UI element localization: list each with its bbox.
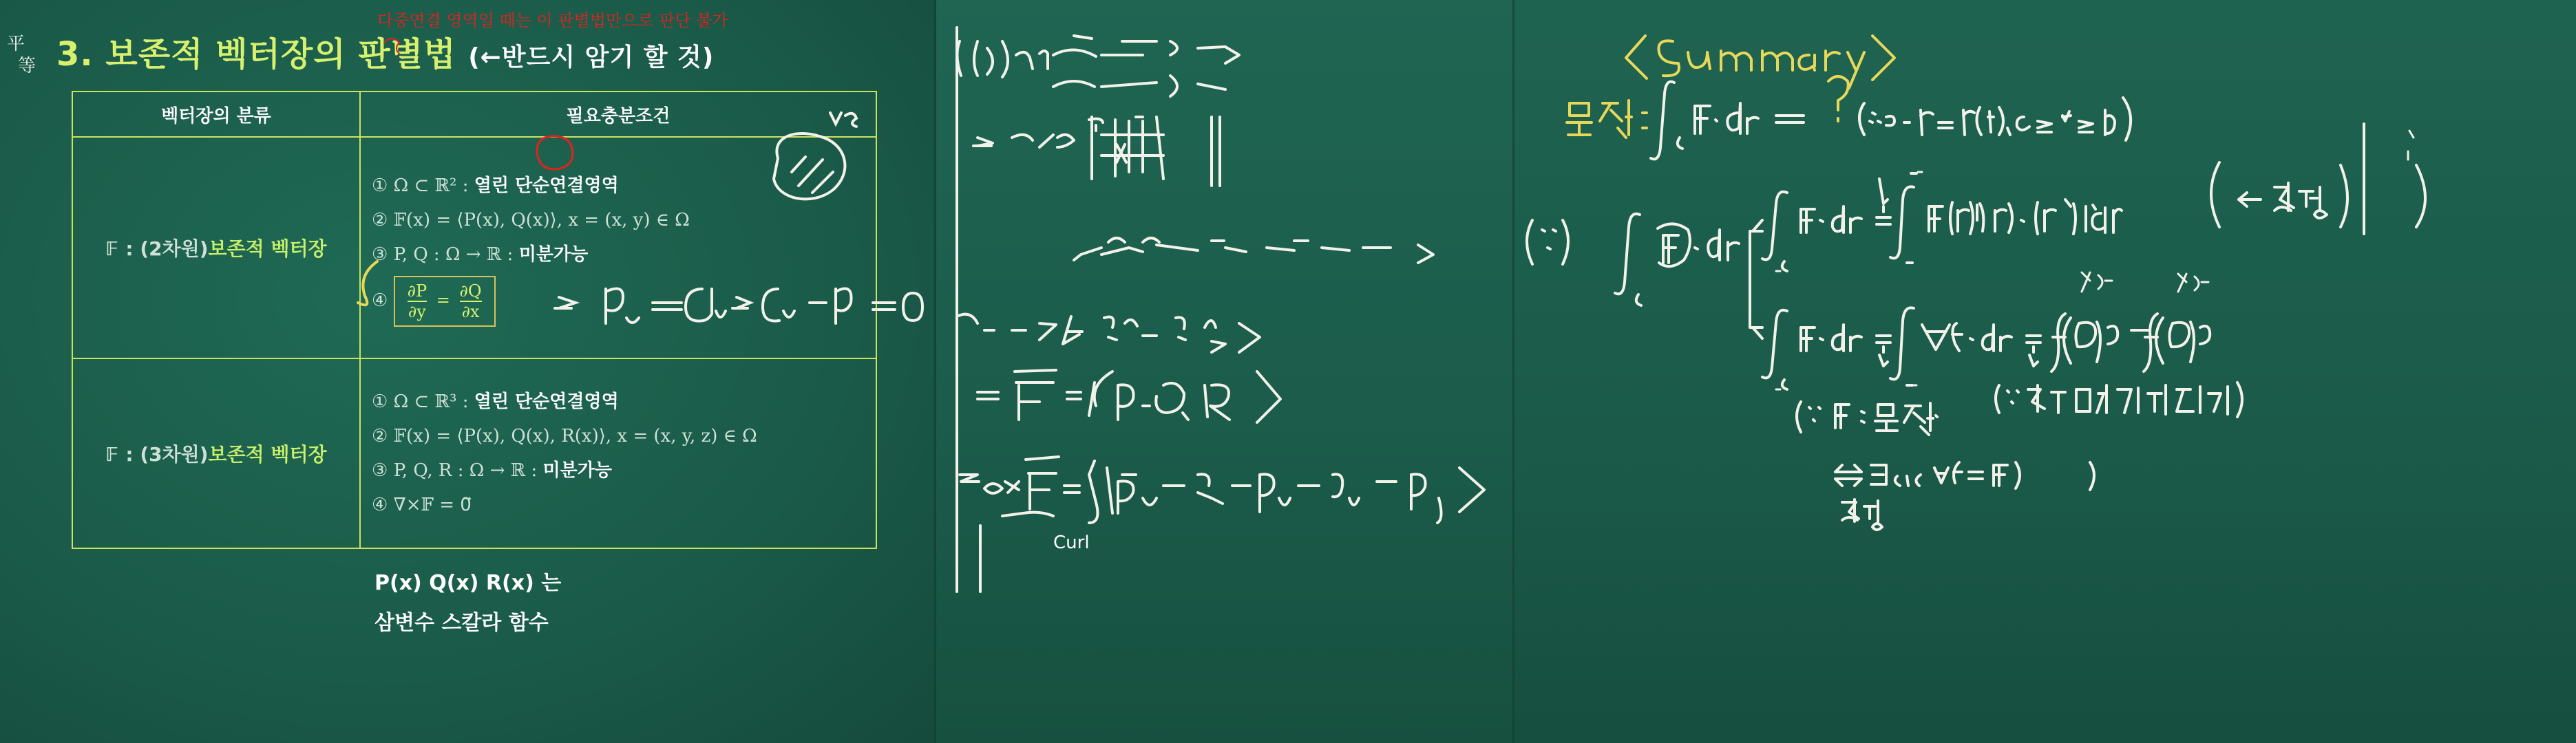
definition-note [2211, 124, 2425, 234]
slide-chalk-annotations [0, 0, 936, 743]
because-marker [1527, 220, 1568, 264]
title-number: 3. [56, 35, 94, 74]
kind-2d: 𝔽 : (2차원)보존적 벡터장 [72, 137, 360, 358]
partial-derivative-box: $\frac{\partial P}{\partial y}$ = $\frac{\partial Q}{\partial x}$ [394, 276, 496, 327]
summary-chalk-writing [1514, 0, 2576, 743]
curl-label: Curl [1053, 532, 1090, 553]
goal-line [1567, 100, 1647, 138]
condition-item: ③ P, Q, R : Ω → ℝ : 미분가능 [372, 460, 612, 481]
potential-branch [1762, 272, 2210, 389]
caption-line-1: P(x) Q(x) R(x) 는 [374, 571, 562, 595]
red-warning-note: 다중연결 영역일 때는 이 판별법만으로 판단 불가 [377, 11, 728, 30]
svg-text:平: 平 [7, 34, 25, 54]
integral-split [1615, 214, 1762, 338]
title-main: 보존적 벡터장의 판별법 [105, 35, 456, 74]
condition-item: ② 𝔽(x) = ⟨P(x), Q(x), R(x)⟩, x = (x, y, z) ∈ Ω [372, 426, 757, 446]
svg-text:等: 等 [18, 56, 36, 76]
parametric-branch [1762, 173, 2122, 271]
definition-annotation [1842, 499, 1882, 530]
slide-panel [0, 0, 936, 743]
fundamental-theorem-note [1996, 383, 2242, 417]
middle-chalk-writing [936, 0, 1514, 743]
caption-line-2: 삼변수 스칼라 함수 [374, 611, 549, 635]
summary-heading [1626, 36, 1894, 88]
condition-item: ② 𝔽(x) = ⟨P(x), Q(x)⟩, x = (x, y) ∈ Ω [372, 210, 690, 230]
conservative-note [1797, 402, 1937, 435]
chalkboard-middle [936, 0, 1514, 743]
header-kind: 벡터장의 분류 [72, 91, 360, 137]
condition-item: ③ P, Q : Ω → ℝ : 미분가능 [372, 244, 589, 265]
condition-item: ① Ω ⊂ ℝ² : 열린 단순연결영역 [372, 175, 619, 196]
condition-item: ④ $\frac{\partial P}{\partial y}$ = $\frac{\partial Q}{\partial x}$ [372, 276, 867, 327]
integral-bounds [1776, 131, 2414, 389]
goal-integral [1651, 76, 2131, 159]
condition-item: ① Ω ⊂ ℝ³ : 열린 단순연결영역 [372, 391, 619, 412]
header-condition: 필요충분조건 [360, 91, 876, 137]
chalkboard-right [1514, 0, 2576, 743]
existence-statement [1835, 462, 2094, 490]
condition-item: ④ ∇×𝔽 = 0⃗ [372, 495, 472, 515]
title-note: (←반드시 암기 할 것) [468, 43, 715, 72]
kind-3d: 𝔽 : (3차원)보존적 벡터장 [72, 358, 360, 548]
